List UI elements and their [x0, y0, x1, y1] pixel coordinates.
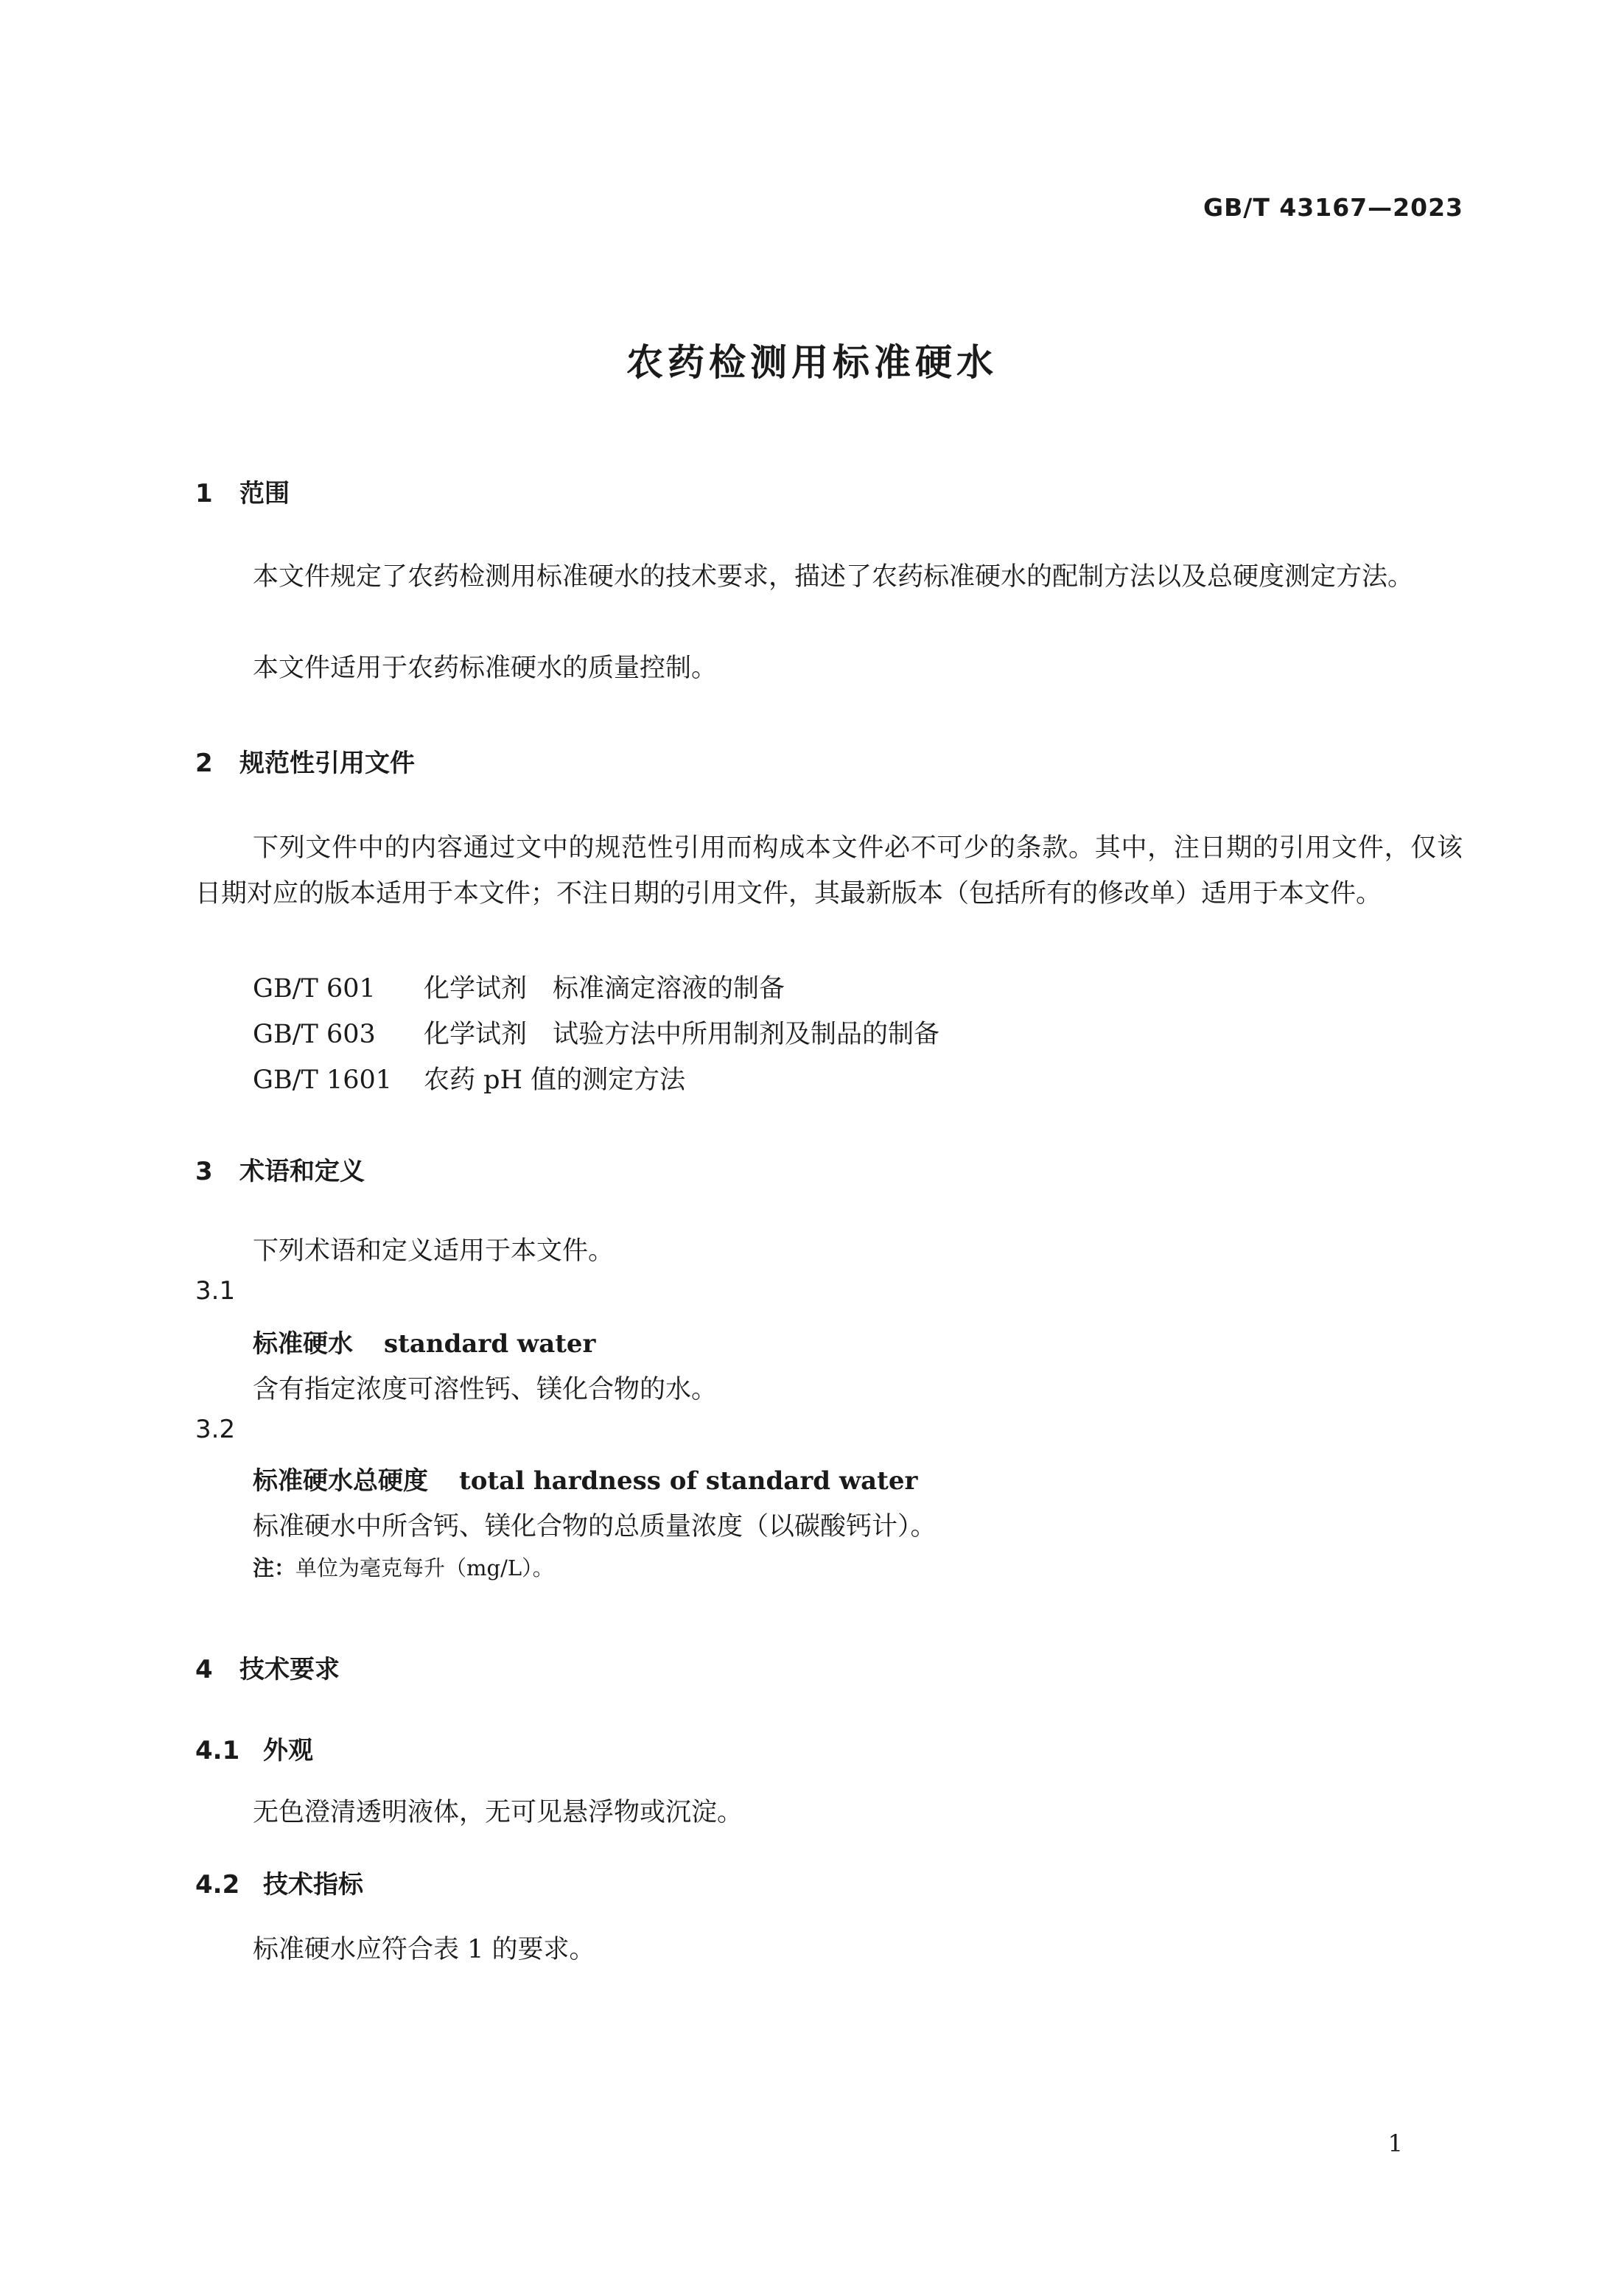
reference-item: [253, 1014, 939, 1051]
subsection-4-1-paragraph: 无色澄清透明液体，无可见悬浮物或沉淀。: [253, 1798, 743, 1827]
term-chinese: 标准硬水总硬度: [253, 1466, 428, 1496]
section-number: 2: [195, 749, 213, 778]
standard-code: GB/T 43167—2023: [1203, 193, 1463, 222]
reference-title: 化学试剂 试验方法中所用制剂及制品的制备: [424, 1020, 940, 1049]
term-definition: 含有指定浓度可溶性钙、镁化合物的水。: [253, 1375, 718, 1404]
section-2-paragraph-1: 下列文件中的内容通过文中的规范性引用而构成本文件必不可少的条款。其中，注日期的引用文件，仅该日期对应的版本适用于本文件；不注日期的引用文件，其最新版本（包括所有的修改单）适用于本文件。: [195, 833, 1463, 909]
section-3-paragraph-1: 下列术语和定义适用于本文件。: [253, 1236, 615, 1266]
term-note: [253, 1552, 554, 1582]
section-number: 3: [195, 1157, 213, 1186]
reference-code: GB/T 1601: [253, 1065, 393, 1095]
subsection-4-1-heading: [195, 1730, 313, 1766]
document-title: 农药检测用标准硬水: [626, 341, 998, 384]
term-number: 3.1: [195, 1276, 236, 1306]
section-title: 范围: [239, 479, 290, 508]
subsection-number: 4.1: [195, 1736, 240, 1765]
subsection-title: 技术指标: [263, 1870, 363, 1900]
section-1-paragraph-2: 本文件适用于农药标准硬水的质量控制。: [253, 654, 718, 683]
reference-code: GB/T 603: [253, 1020, 376, 1049]
term-number: 3.2: [195, 1415, 236, 1444]
section-number: 4: [195, 1655, 213, 1684]
section-1-heading: [195, 473, 290, 509]
term-chinese: 标准硬水: [253, 1329, 353, 1359]
term-definition: 标准硬水中所含钙、镁化合物的总质量浓度（以碳酸钙计）。: [253, 1512, 937, 1541]
section-2-heading: [195, 743, 415, 779]
note-text: 单位为毫克每升（mg/L）。: [295, 1555, 554, 1580]
term-heading: [253, 1323, 595, 1359]
subsection-number: 4.2: [195, 1870, 240, 1900]
note-label: 注：: [253, 1555, 296, 1580]
reference-item: [253, 968, 785, 1005]
subsection-4-2-paragraph: 标准硬水应符合表 1 的要求。: [253, 1935, 595, 1964]
section-title: 技术要求: [239, 1655, 340, 1684]
section-title: 规范性引用文件: [239, 749, 415, 778]
reference-title: 农药 pH 值的测定方法: [424, 1065, 686, 1095]
section-4-heading: [195, 1649, 340, 1685]
reference-item: [253, 1060, 685, 1096]
term-heading: [253, 1460, 917, 1496]
subsection-4-2-heading: [195, 1864, 363, 1900]
term-english: standard water: [384, 1329, 596, 1359]
reference-title: 化学试剂 标准滴定溶液的制备: [424, 974, 785, 1004]
page-number: 1: [1387, 2129, 1403, 2157]
section-title: 术语和定义: [239, 1157, 365, 1186]
section-1-paragraph-1: 本文件规定了农药检测用标准硬水的技术要求，描述了农药标准硬水的配制方法以及总硬度测定方法。: [253, 562, 1414, 592]
section-3-heading: [195, 1151, 365, 1187]
section-number: 1: [195, 479, 213, 508]
term-english: total hardness of standard water: [459, 1466, 918, 1496]
subsection-title: 外观: [263, 1736, 313, 1765]
reference-code: GB/T 601: [253, 974, 376, 1004]
